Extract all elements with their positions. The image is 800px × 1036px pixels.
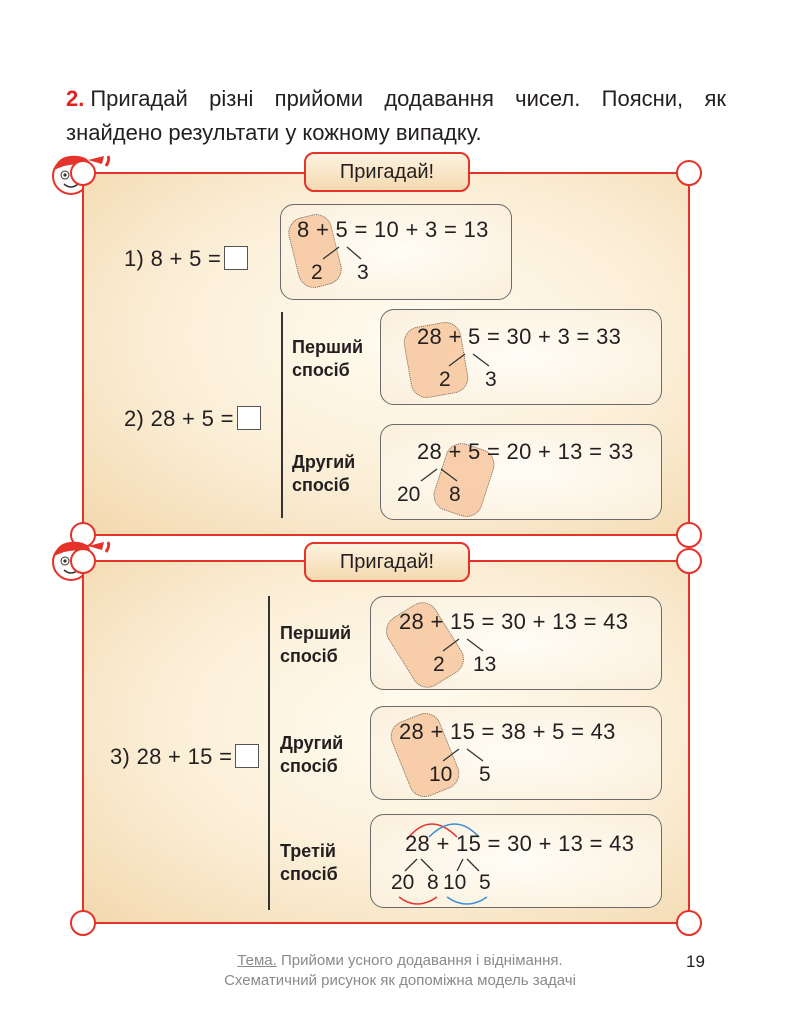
example-3-way3-part-d: 5	[479, 871, 491, 894]
remember-tag-1: Пригадай!	[304, 152, 470, 192]
footer-line-1: Прийоми усного додавання і віднімання.	[280, 952, 563, 969]
answer-box[interactable]	[235, 744, 259, 768]
example-3-way1-box	[370, 596, 662, 690]
remember-tag-2: Пригадай!	[304, 542, 470, 582]
example-3-way3-equation: 28 + 15 = 30 + 13 = 43	[405, 831, 635, 856]
example-3-way3-part-a: 20	[391, 871, 415, 894]
task-text	[66, 82, 726, 150]
example-3-way3-part-b: 8	[427, 871, 439, 894]
example-1-prompt: 1) 8 + 5 =	[124, 246, 248, 272]
example-3-way1-part-b: 13	[473, 653, 497, 676]
example-2-way1-box	[380, 309, 662, 405]
p2-way1-label: Перший спосіб	[280, 623, 352, 666]
p2-way3-label: Третій спосіб	[280, 841, 338, 884]
example-1-equation: 8 + 5 = 10 + 3 = 13	[297, 217, 489, 242]
example-2-way2-part-a: 20	[397, 483, 421, 506]
example-3-prompt: 3) 28 + 15 =	[110, 744, 259, 770]
example-3-way2-equation: 28 + 15 = 38 + 5 = 43	[399, 719, 616, 744]
way1-label: Перший спосіб	[292, 337, 364, 380]
way2-label: Другий спосіб	[292, 452, 356, 495]
footer-topic-label: Тема.	[237, 952, 277, 969]
example-3-way1-part-a: 2	[433, 653, 445, 676]
example-2-prompt: 2) 28 + 5 =	[124, 406, 261, 432]
example-1-part-b: 3	[357, 261, 369, 284]
footer-topic	[160, 951, 640, 991]
example-3-way2-part-a: 10	[429, 763, 453, 786]
example-3-way1-equation: 28 + 15 = 30 + 13 = 43	[399, 609, 629, 634]
example-2-way1-part-a: 2	[439, 368, 451, 391]
footer-line-2: Схематичний рисунок як допоміжна модель задачі	[224, 972, 576, 989]
example-1-box	[280, 204, 512, 300]
p2-way2-label: Другий спосіб	[280, 733, 344, 776]
task-body: Пригадай різні прийоми додавання чисел. Поясни, як знайдено результати у кожному випадку.	[66, 86, 726, 145]
example-1-part-a: 2	[311, 261, 323, 284]
answer-box[interactable]	[237, 406, 261, 430]
example-2-way2-part-b: 8	[449, 483, 461, 506]
example-3-way2-part-b: 5	[479, 763, 491, 786]
example-2-way2-equation: 28 + 5 = 20 + 13 = 33	[417, 439, 634, 464]
task-number: 2.	[66, 86, 85, 111]
example-2-way1-part-b: 3	[485, 368, 497, 391]
example-2-way2-box	[380, 424, 662, 520]
example-3-way3-box	[370, 814, 662, 908]
example-3-way2-box	[370, 706, 662, 800]
answer-box[interactable]	[224, 246, 248, 270]
example-3-way3-part-c: 10	[443, 871, 467, 894]
page-number: 19	[686, 952, 705, 971]
example-2-way1-equation: 28 + 5 = 30 + 3 = 33	[417, 324, 622, 349]
